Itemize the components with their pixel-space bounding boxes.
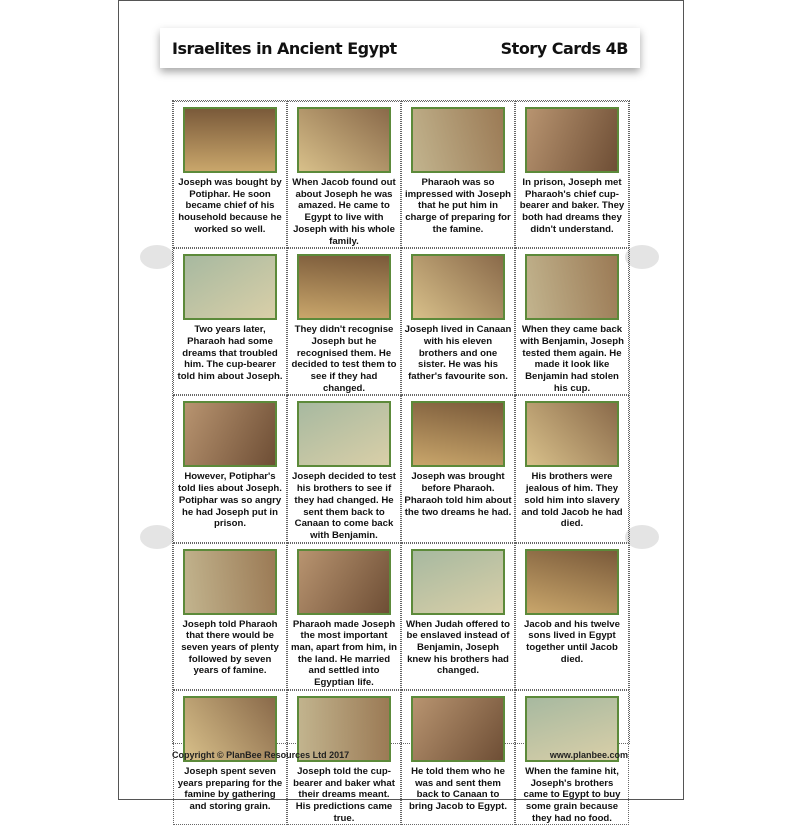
- story-card-text: Pharaoh was so impressed with Joseph that he put him in charge of preparing for the famine.: [404, 177, 512, 235]
- story-card-illustration: [183, 401, 277, 467]
- story-card-illustration: [411, 107, 505, 173]
- story-card: [287, 395, 401, 542]
- page-subtitle: Story Cards 4B: [500, 38, 628, 58]
- website-url: www.planbee.com: [549, 750, 628, 760]
- story-card-text: In prison, Joseph met Pharaoh's chief cup-bearer and baker. They both had dreams they didn't understand.: [519, 177, 625, 235]
- story-card: [173, 543, 287, 690]
- story-card-illustration: [183, 549, 277, 615]
- story-card-text: When Judah offered to be enslaved instead of Benjamin, Joseph knew his brothers had changed.: [406, 618, 510, 677]
- story-card: [401, 395, 515, 542]
- story-card: [515, 248, 629, 395]
- story-card-illustration: [525, 549, 619, 615]
- story-card: [287, 248, 401, 395]
- story-card-text: Pharaoh made Joseph the most important man, apart from him, in the land. He married and settled into Egyptian life.: [290, 618, 398, 689]
- story-card-illustration: [525, 254, 619, 320]
- story-card-text: Joseph lived in Canaan with his eleven brothers and one sister. He was his father's favourite son.: [404, 324, 512, 383]
- story-card-text: When the famine hit, Joseph's brothers came to Egypt to buy some grain because they had no food.: [523, 765, 621, 824]
- title-bar: [160, 28, 640, 68]
- story-card: [401, 101, 515, 248]
- story-card-text: His brothers were jealous of him. They sold him into slavery and told Jacob he had died.: [521, 471, 623, 530]
- copyright: Copyright © PlanBee Resources Ltd 2017: [172, 750, 350, 760]
- story-card-text: Two years later, Pharaoh had some dreams that troubled him. The cup-bearer told him about Joseph.: [177, 324, 283, 383]
- story-card-illustration: [183, 254, 277, 320]
- story-card: [401, 543, 515, 690]
- story-card-illustration: [297, 549, 391, 615]
- story-card-text: When Jacob found out about Joseph he was amazed. He came to Egypt to live with Joseph with his whole family.: [292, 177, 396, 247]
- bee-watermark-icon: [625, 245, 659, 269]
- story-card-text: Joseph told Pharaoh that there would be seven years of plenty followed by seven years of famine.: [181, 618, 279, 677]
- footer: [172, 750, 628, 760]
- story-card-text: When they came back with Benjamin, Joseph tested them again. He made it look like Benjamin had stolen his cup.: [520, 324, 624, 394]
- story-card-text: They didn't recognise Joseph but he recognised them. He decided to test them to see if they had changed.: [291, 324, 397, 394]
- story-card: [173, 248, 287, 395]
- story-card-text: Joseph was bought by Potiphar. He soon became chief of his household because he worked so well.: [178, 177, 282, 235]
- story-card-illustration: [411, 401, 505, 467]
- story-card-illustration: [411, 549, 505, 615]
- story-card: [173, 101, 287, 248]
- story-card: [287, 543, 401, 690]
- story-card-illustration: [525, 107, 619, 173]
- story-card: [401, 248, 515, 395]
- story-card-text: Joseph spent seven years preparing for the famine by gathering and storing grain.: [177, 765, 283, 812]
- story-card-illustration: [297, 107, 391, 173]
- story-card-illustration: [525, 401, 619, 467]
- story-card-text: Jacob and his twelve sons lived in Egypt together until Jacob died.: [524, 618, 620, 665]
- story-card: [173, 395, 287, 542]
- bee-watermark-icon: [140, 525, 174, 549]
- story-card-text: Joseph told the cup-bearer and baker what their dreams meant. His predictions came true.: [293, 765, 395, 824]
- story-card-illustration: [297, 254, 391, 320]
- page-title: Israelites in Ancient Egypt: [172, 38, 397, 58]
- story-card-text: He told them who he was and sent them back to Canaan to bring Jacob to Egypt.: [408, 765, 508, 812]
- bee-watermark-icon: [625, 525, 659, 549]
- story-card: [515, 395, 629, 542]
- story-card: [287, 101, 401, 248]
- story-card-text: Joseph decided to test his brothers to see if they had changed. He sent them back to Canaan to come back with Benjamin.: [292, 471, 396, 541]
- story-card-text: Joseph was brought before Pharaoh. Pharaoh told him about the two dreams he had.: [404, 471, 512, 518]
- story-card: [515, 543, 629, 690]
- story-card-illustration: [183, 107, 277, 173]
- story-card: [515, 101, 629, 248]
- bee-watermark-icon: [140, 245, 174, 269]
- story-card-text: However, Potiphar's told lies about Joseph. Potiphar was so angry he had Joseph put in prison.: [178, 471, 282, 530]
- story-card-illustration: [297, 401, 391, 467]
- story-card-illustration: [411, 254, 505, 320]
